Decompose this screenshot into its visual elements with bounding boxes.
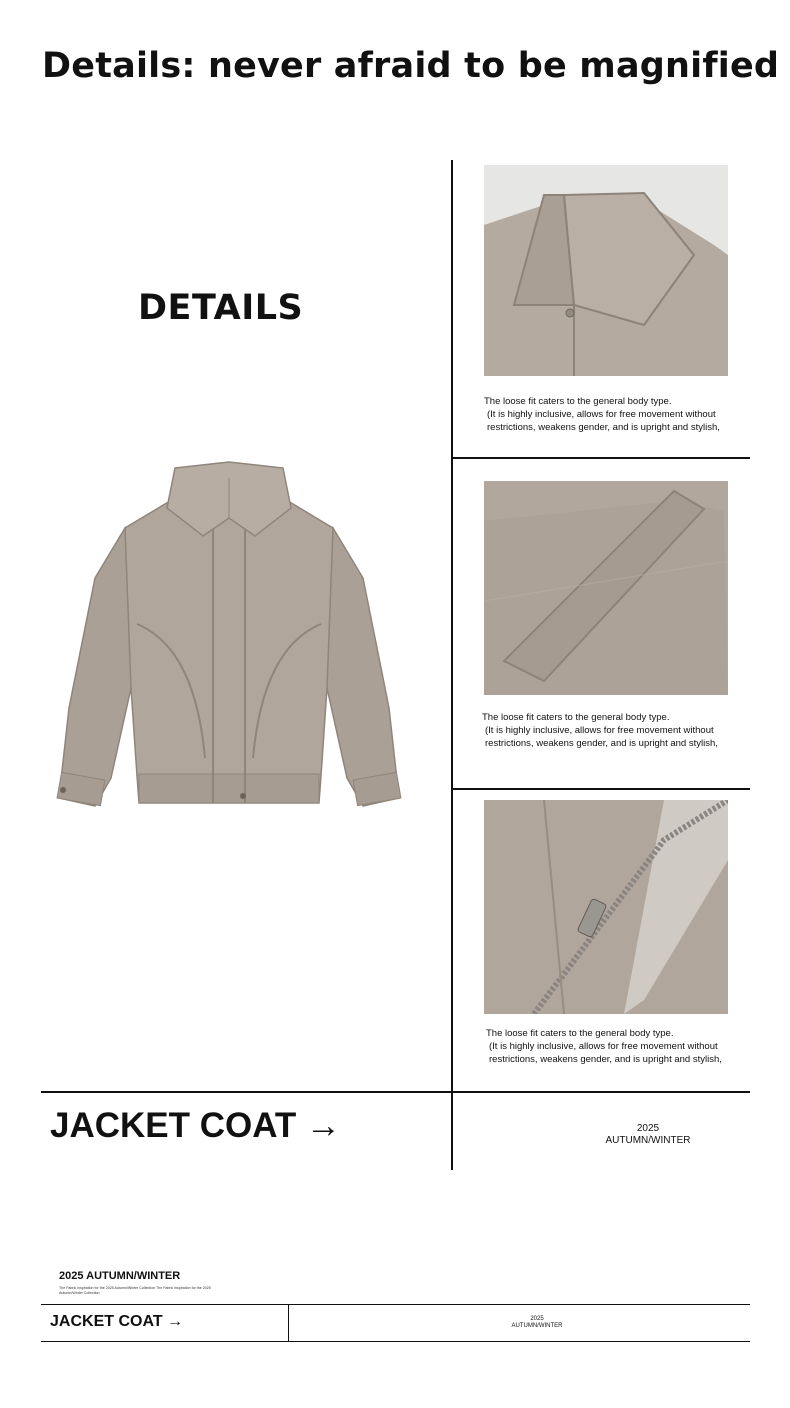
banner-season [598,1123,698,1147]
jacket-coat-title: JACKET COAT → [50,1106,342,1145]
footer-season-title: 2025 AUTUMN/WINTER [59,1270,181,1282]
banner-top-divider [41,1091,750,1093]
footer-vertical-divider [288,1304,289,1341]
detail-caption: The loose fit caters to the general body type. (It is highly inclusive, allows for free movement without restrictions, weakens gender, and is upright and stylish, [482,712,718,749]
details-title: DETAILS [138,288,304,328]
detail-caption: The loose fit caters to the general body type. (It is highly inclusive, allows for free movement without restrictions, weakens gender, and is upright and stylish, [486,1028,722,1065]
footer-season-name: AUTUMN/WINTER [511,1323,563,1329]
footer-season-year: 2025 [530,1316,544,1322]
section-divider [451,457,750,459]
zipper-detail-photo [484,800,728,1014]
collar-detail-photo [484,165,728,376]
pocket-detail-photo [484,481,728,695]
footer-fine-print: The Fabric inspiration for the 2025 Autumn/Winter Collection The Fabric inspiration for the 2025 Autumn/Winter Collection [59,1286,211,1295]
page-headline: Details: never afraid to be magnified [42,46,780,86]
footer-jacket-title: JACKET COAT → [50,1313,184,1330]
vertical-divider [451,160,453,1170]
section-divider [451,788,750,790]
footer-top-divider [41,1304,750,1305]
detail-caption: The loose fit caters to the general body type. (It is highly inclusive, allows for free movement without restrictions, weakens gender, and is upright and stylish, [484,396,720,433]
jacket-product-image [55,458,403,810]
footer-season [487,1316,587,1330]
banner-season-year: 2025 [636,1123,660,1134]
banner-season-name: AUTUMN/WINTER [605,1135,691,1146]
footer-bottom-divider [41,1341,750,1342]
